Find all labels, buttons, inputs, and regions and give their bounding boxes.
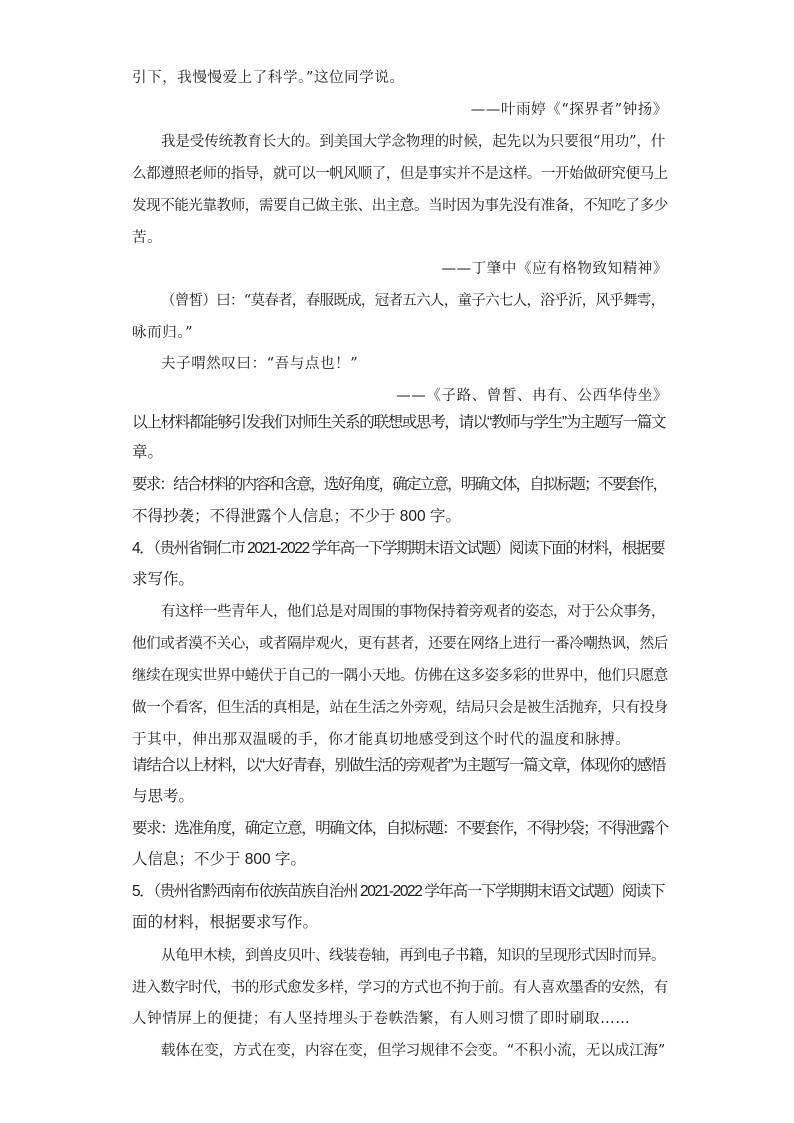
- paragraph-line: 有这样一些青年人，他们总是对周围的事物保持着旁观者的姿态，对于公众事务，: [161, 604, 665, 620]
- requirement-line: 人信息；不少于 800 字。: [132, 851, 306, 868]
- paragraph-line: 夫子喟然叹曰：“吾与点也！”: [161, 356, 359, 372]
- question-header: 求写作。: [132, 571, 195, 588]
- attribution-line: ——叶雨婷《“探界者”钟扬》: [470, 102, 668, 118]
- question-header: 4．（贵州省铜仁市 2021-2022 学年高一下学期期末语文试题）阅读下面的材料，根据要: [132, 540, 665, 557]
- requirement-line: 不得抄袭；不得泄露个人信息；不少于 800 字。: [132, 508, 461, 525]
- paragraph-line: 我是受传统教育长大的。到美国大学念物理的时候，起先以为只要很“用功”，什: [161, 134, 666, 150]
- requirement-line: 要求：选准角度，确定立意，明确文体，自拟标题：不要套作，不得抄袋；不得泄露个: [132, 820, 668, 837]
- prompt-line: 章。: [132, 444, 164, 461]
- requirement-line: 要求：结合材料的内容和含意，选好角度，确定立意，明确文体，自拟标题；不要套作，: [132, 476, 667, 493]
- paragraph-line: 进入数字时代，书的形式愈发多样，学习的方式也不拘于前。有人喜欢墨香的安然，有: [132, 980, 668, 996]
- paragraph-line: 于其中，伸出那双温暖的手，你才能真切地感受到这个时代的温度和脉搏。: [132, 732, 631, 748]
- paragraph-line: 载体在变，方式在变，内容在变，但学习规律不会变。“不积小流，无以成江海”: [161, 1043, 666, 1059]
- paragraph-line: 引下，我慢慢爱上了科学。”这位同学说。: [132, 70, 405, 86]
- prompt-line: 与思考。: [132, 788, 195, 805]
- paragraph-line: 苦。: [132, 230, 163, 246]
- question-header: 面的材料，根据要求写作。: [132, 914, 319, 931]
- attribution-line: ——丁肇中《应有格物致知精神》: [441, 261, 668, 277]
- paragraph-line: 从龟甲木椟，到兽皮贝叶、线装卷轴，再到电子书籍，知识的呈现形式因时而异。: [161, 948, 665, 964]
- paragraph-line: 咏而归。”: [132, 325, 194, 341]
- prompt-line: 以上材料都能够引发我们对师生关系的联想或思考，请以“教师与学生”为主题写一篇文: [132, 414, 666, 431]
- paragraph-line: 么都遵照老师的指导，就可以一帆风顺了，但是事实并不是这样。一开始做研究便马上: [132, 166, 668, 182]
- paragraph-line: 发现不能光靠教师，需要自己做主张、出主意。当时因为事先没有准备，不知吃了多少: [132, 198, 668, 214]
- paragraph-line: 人钟情屏上的便捷；有人坚持埋头于卷帙浩繁，有人则习惯了即时刷取……: [132, 1011, 631, 1027]
- paragraph-line: 做一个看客，但生活的真相是，站在生活之外旁观，结局只会是被生活抛弃，只有投身: [132, 700, 668, 716]
- paragraph-line: （曾皙）曰：“莫春者，春服既成，冠者五六人，童子六七人，浴乎沂，风乎舞雩，: [161, 293, 665, 309]
- attribution-line: ——《子路、曾皙、冉有、公西华侍坐》: [396, 388, 668, 404]
- paragraph-line: 他们或者漠不关心，或者隔岸观火，更有甚者，还要在网络上进行一番冷嘲热讽，然后: [132, 636, 668, 652]
- prompt-line: 请结合以上材料，以“大好青春，别做生活的旁观者”为主题写一篇文章，体现你的感悟: [132, 757, 666, 774]
- question-header: 5．（贵州省黔西南布依族苗族自治州 2021-2022 学年高一下学期期末语文试题）阅读下: [132, 883, 665, 900]
- paragraph-line: 继续在现实世界中蜷伏于自己的一隅小天地。仿佛在这多姿多彩的世界中，他们只愿意: [132, 668, 668, 684]
